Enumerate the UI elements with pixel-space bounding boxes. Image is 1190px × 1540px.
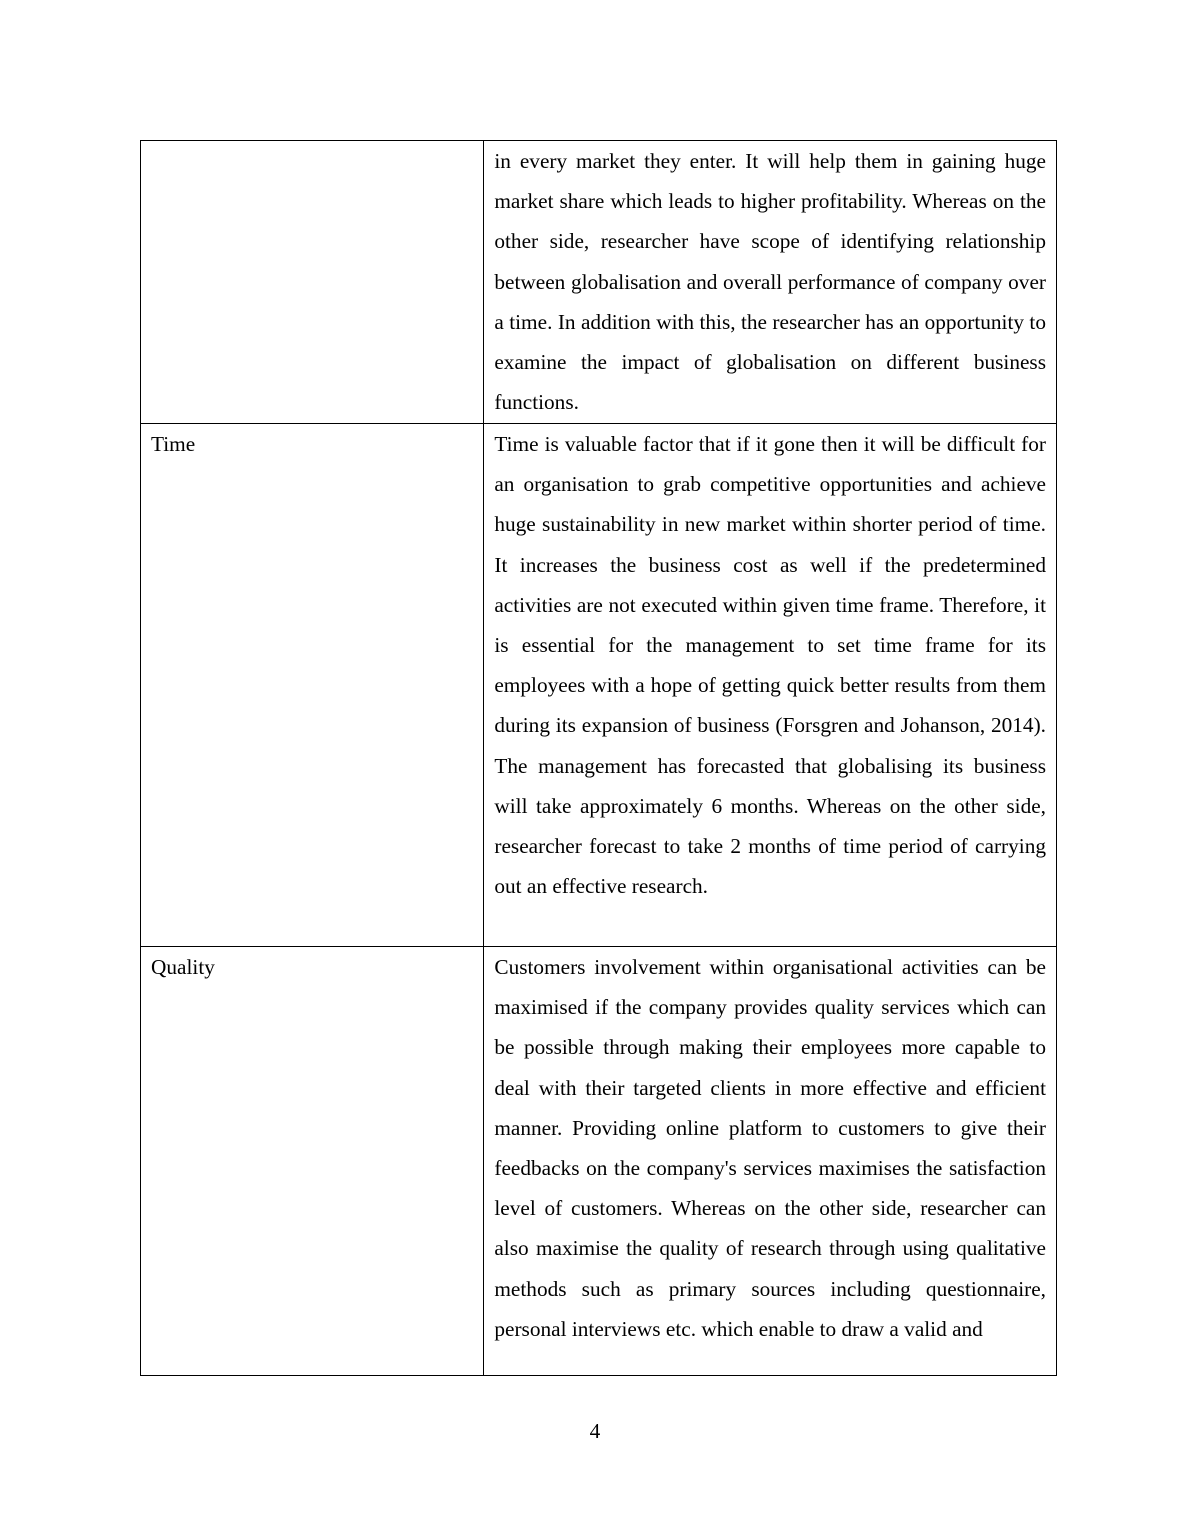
table-row bbox=[141, 424, 1057, 947]
row-label-time: Time bbox=[141, 424, 484, 947]
row-text-cell: in every market they enter. It will help them in gaining huge market share which leads to higher profitability. Whereas on the other side, researcher have scope of identifying relationship between globalisation and overall performance of company over a time. In addition with this, the researcher has an opportunity to examine the impact of globalisation on different business functions. bbox=[484, 141, 1057, 424]
row-text-time: Time is valuable factor that if it gone then it will be difficult for an organisation to grab competitive opportunities and achieve huge sustainability in new market within shorter period of time. It increases the business cost as well if the predetermined activities are not executed within given time frame. Therefore, it is essential for the management to set time frame for its employees with a hope of getting quick better results from them during its expansion of business (Forsgren and Johanson, 2014). The management has forecasted that globalising its business will take approximately 6 months. Whereas on the other side, researcher forecast to take 2 months of time period of carrying out an effective research. bbox=[484, 424, 1057, 947]
row-label-quality: Quality bbox=[141, 947, 484, 1376]
row-label-cell bbox=[141, 141, 484, 424]
row-text-quality-cell bbox=[484, 947, 1057, 1376]
table-row bbox=[141, 947, 1057, 1376]
page-number: 4 bbox=[589, 1419, 601, 1443]
content-table bbox=[140, 140, 1057, 1376]
row-text-quality: Customers involvement within organisational activities can be maximised if the company provides quality services which can be possible through making their employees more capable to deal with their targeted clients in more effective and efficient manner. Providing online platform to customers to give their feedbacks on the company's services maximises the satisfaction level of customers. Whereas on the other side, researcher can also maximise the quality of research through using qualitative methods such as primary sources including questionnaire, personal interviews etc. which enable to draw a valid and bbox=[494, 955, 1046, 1341]
table-row bbox=[141, 141, 1057, 424]
